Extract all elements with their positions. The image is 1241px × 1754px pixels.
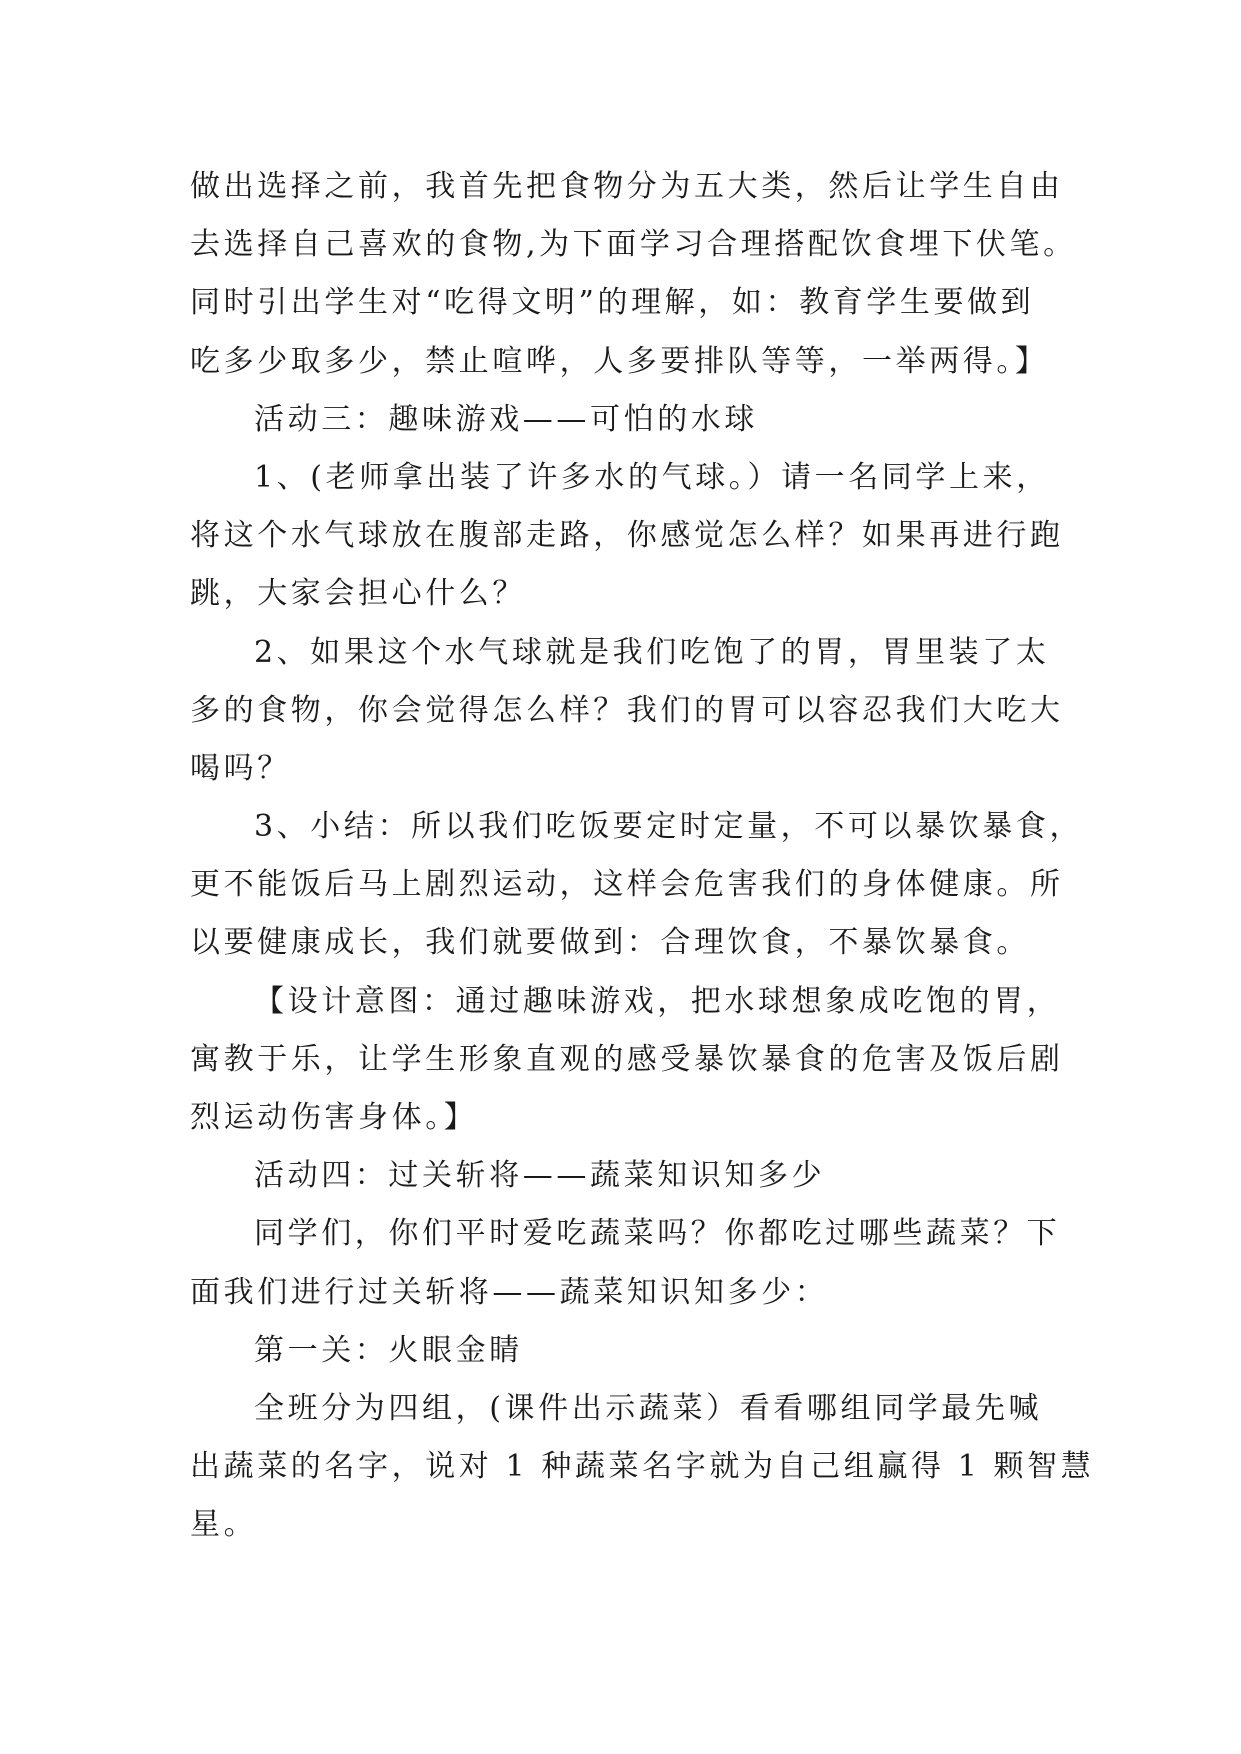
text-line: 活动四：过关斩将——蔬菜知识知多少: [254, 1158, 826, 1194]
text-line: 1、(老师拿出装了许多水的气球。）请一名同学上来，: [254, 459, 1050, 495]
text-line: 同学们，你们平时爱吃蔬菜吗？你都吃过哪些蔬菜？下: [254, 1216, 1061, 1252]
text-line: 喝吗？: [190, 750, 291, 786]
text-line: 第一关：火眼金睛: [254, 1332, 523, 1368]
text-line: 去选择自己喜欢的食物,为下面学习合理搭配饮食埋下伏笔。: [190, 227, 1077, 263]
text-line: 以要健康成长，我们就要做到：合理饮食，不暴饮暴食。: [190, 925, 1030, 961]
text-line: 出蔬菜的名字，说对 1 种蔬菜名字就为自己组赢得 1 颗智慧: [190, 1449, 1095, 1485]
text-line: 做出选择之前，我首先把食物分为五大类，然后让学生自由: [190, 169, 1064, 204]
text-line: 更不能饭后马上剧烈运动，这样会危害我们的身体健康。所: [190, 867, 1064, 903]
text-line: 【设计意图：通过趣味游戏，把水球想象成吃饱的胃，: [254, 983, 1061, 1019]
text-line: 寓教于乐，让学生形象直观的感受暴饮暴食的危害及饭后剧: [190, 1041, 1064, 1077]
text-line: 同时引出学生对“吃得文明”的理解，如：教育学生要做到: [190, 285, 1035, 321]
text-line: 星。: [190, 1507, 258, 1543]
text-line: 跳，大家会担心什么？: [190, 576, 526, 612]
text-line: 吃多少取多少，禁止喧哗，人多要排队等等，一举两得。】: [190, 343, 1049, 379]
text-line: 2、如果这个水气球就是我们吃饱了的胃，胃里装了太: [254, 634, 1050, 670]
text-line: 烈运动伤害身体。】: [190, 1100, 478, 1135]
text-line: 3、小结：所以我们吃饭要定时定量，不可以暴饮暴食，: [254, 809, 1084, 845]
text-line: 多的食物，你会觉得怎么样？我们的胃可以容忍我们大吃大: [190, 692, 1064, 728]
text-line: 将这个水气球放在腹部走路，你感觉怎么样？如果再进行跑: [190, 518, 1064, 554]
text-line: 全班分为四组，(课件出示蔬菜）看看哪组同学最先喊: [254, 1390, 1043, 1426]
text-line: 活动三：趣味游戏——可怕的水球: [254, 401, 758, 437]
document-body: [190, 158, 1095, 1555]
text-line: 面我们进行过关斩将——蔬菜知识知多少：: [190, 1274, 829, 1310]
